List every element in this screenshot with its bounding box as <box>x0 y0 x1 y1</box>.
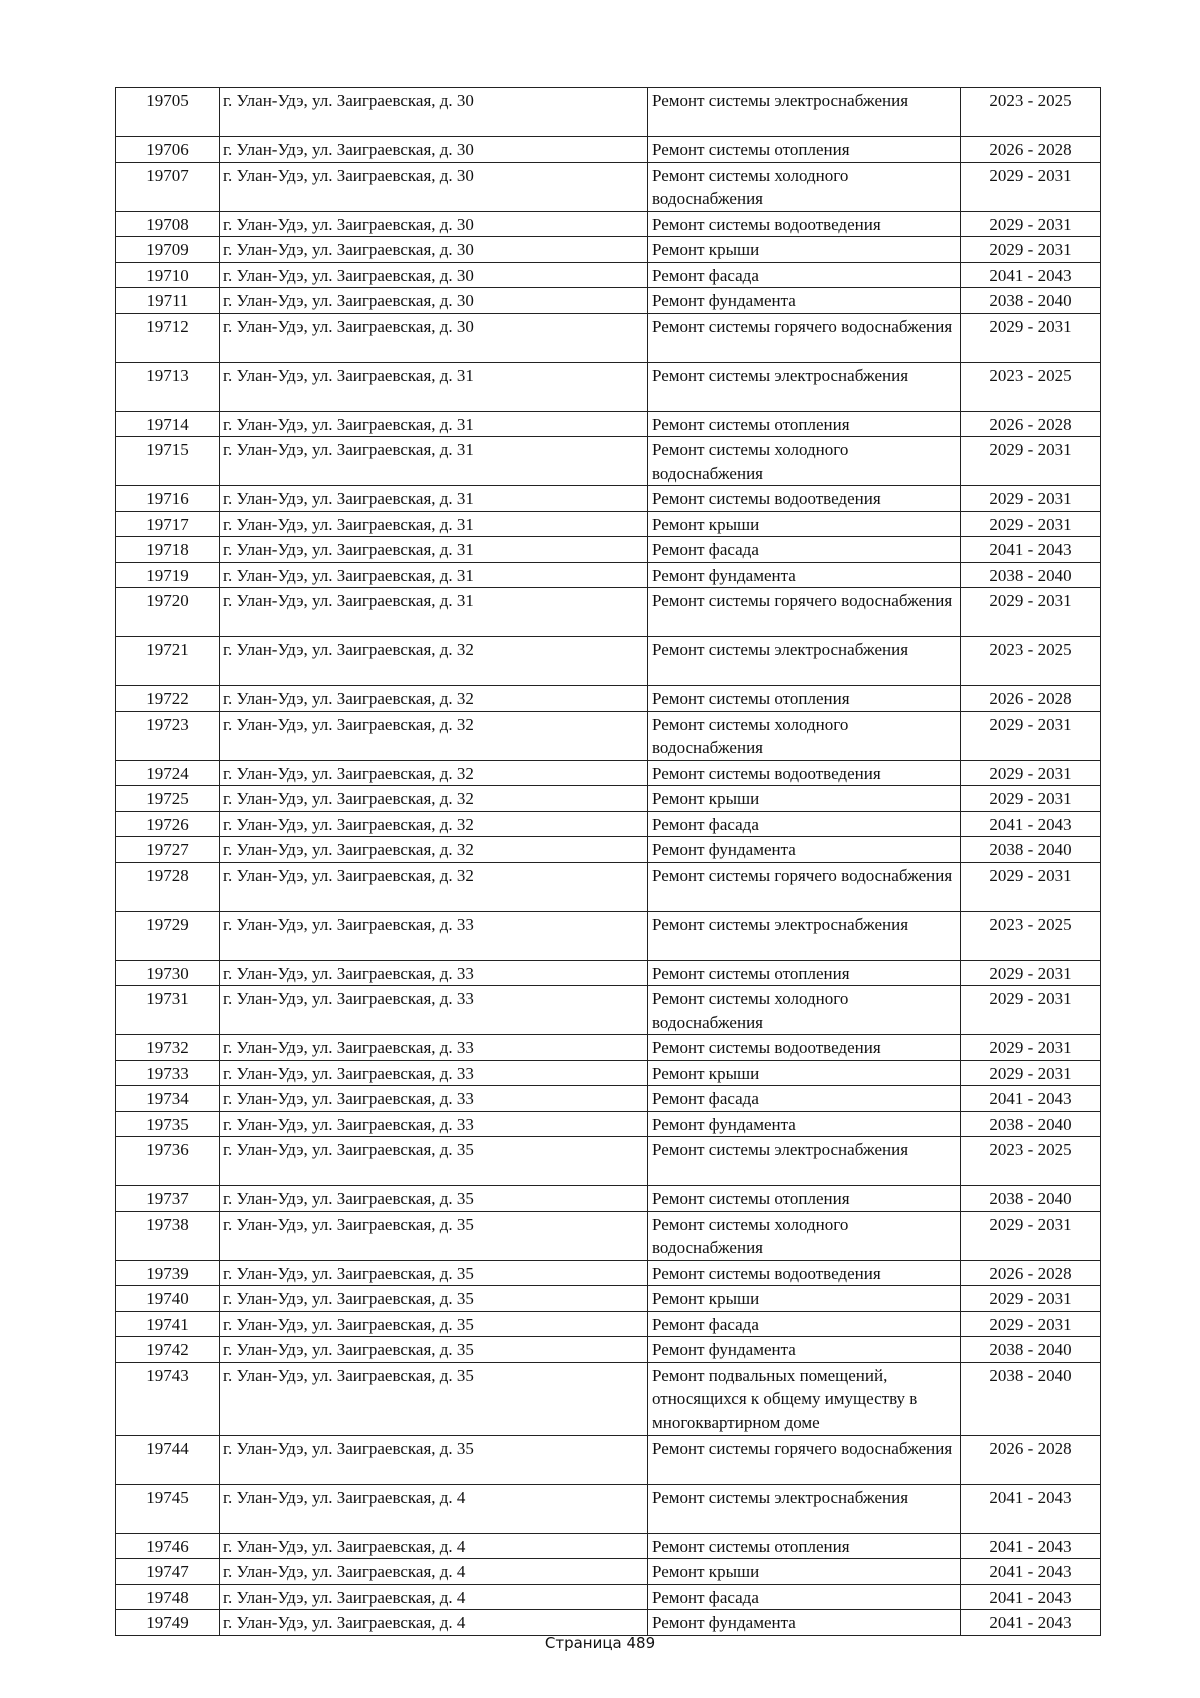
period-cell: 2029 - 2031 <box>961 313 1101 362</box>
period-cell: 2038 - 2040 <box>961 1362 1101 1435</box>
row-number-cell: 19737 <box>116 1186 220 1212</box>
address-cell: г. Улан-Удэ, ул. Заиграевская, д. 4 <box>220 1533 648 1559</box>
period-cell: 2038 - 2040 <box>961 562 1101 588</box>
page-number: Страница 489 <box>544 1634 656 1652</box>
work-type-cell: Ремонт крыши <box>648 786 961 812</box>
row-number-cell: 19724 <box>116 760 220 786</box>
row-number-cell: 19741 <box>116 1311 220 1337</box>
row-number-cell: 19709 <box>116 237 220 263</box>
table-row <box>116 1337 1101 1363</box>
address-cell: г. Улан-Удэ, ул. Заиграевская, д. 30 <box>220 288 648 314</box>
row-number-cell: 19717 <box>116 511 220 537</box>
period-cell: 2038 - 2040 <box>961 837 1101 863</box>
period-cell: 2029 - 2031 <box>961 237 1101 263</box>
period-cell: 2023 - 2025 <box>961 637 1101 686</box>
period-cell: 2041 - 2043 <box>961 1559 1101 1585</box>
row-number-cell: 19740 <box>116 1286 220 1312</box>
table-row <box>116 411 1101 437</box>
row-number-cell: 19746 <box>116 1533 220 1559</box>
work-type-cell: Ремонт системы горячего водоснабжения <box>648 862 961 911</box>
address-cell: г. Улан-Удэ, ул. Заиграевская, д. 33 <box>220 960 648 986</box>
work-type-cell: Ремонт системы холодного водоснабжения <box>648 162 961 211</box>
work-type-cell: Ремонт системы отопления <box>648 686 961 712</box>
table-row <box>116 686 1101 712</box>
work-type-cell: Ремонт системы электроснабжения <box>648 362 961 411</box>
period-cell: 2029 - 2031 <box>961 711 1101 760</box>
table-row <box>116 960 1101 986</box>
address-cell: г. Улан-Удэ, ул. Заиграевская, д. 4 <box>220 1559 648 1585</box>
work-type-cell: Ремонт фасада <box>648 811 961 837</box>
row-number-cell: 19710 <box>116 262 220 288</box>
work-type-cell: Ремонт фасада <box>648 1584 961 1610</box>
row-number-cell: 19739 <box>116 1260 220 1286</box>
work-type-cell: Ремонт крыши <box>648 1559 961 1585</box>
row-number-cell: 19722 <box>116 686 220 712</box>
row-number-cell: 19705 <box>116 88 220 137</box>
work-type-cell: Ремонт системы отопления <box>648 137 961 163</box>
table-row <box>116 837 1101 863</box>
period-cell: 2026 - 2028 <box>961 686 1101 712</box>
address-cell: г. Улан-Удэ, ул. Заиграевская, д. 31 <box>220 362 648 411</box>
period-cell: 2029 - 2031 <box>961 486 1101 512</box>
row-number-cell: 19716 <box>116 486 220 512</box>
period-cell: 2026 - 2028 <box>961 1260 1101 1286</box>
row-number-cell: 19749 <box>116 1610 220 1636</box>
repair-schedule-table <box>115 87 1101 1636</box>
row-number-cell: 19730 <box>116 960 220 986</box>
address-cell: г. Улан-Удэ, ул. Заиграевская, д. 31 <box>220 588 648 637</box>
address-cell: г. Улан-Удэ, ул. Заиграевская, д. 32 <box>220 811 648 837</box>
period-cell: 2029 - 2031 <box>961 986 1101 1035</box>
work-type-cell: Ремонт фундамента <box>648 1111 961 1137</box>
work-type-cell: Ремонт фасада <box>648 537 961 563</box>
address-cell: г. Улан-Удэ, ул. Заиграевская, д. 33 <box>220 911 648 960</box>
work-type-cell: Ремонт системы водоотведения <box>648 760 961 786</box>
period-cell: 2029 - 2031 <box>961 1060 1101 1086</box>
row-number-cell: 19711 <box>116 288 220 314</box>
period-cell: 2038 - 2040 <box>961 1111 1101 1137</box>
period-cell: 2041 - 2043 <box>961 1584 1101 1610</box>
row-number-cell: 19747 <box>116 1559 220 1585</box>
work-type-cell: Ремонт системы электроснабжения <box>648 1137 961 1186</box>
period-cell: 2041 - 2043 <box>961 1533 1101 1559</box>
address-cell: г. Улан-Удэ, ул. Заиграевская, д. 35 <box>220 1311 648 1337</box>
address-cell: г. Улан-Удэ, ул. Заиграевская, д. 35 <box>220 1260 648 1286</box>
table-row <box>116 911 1101 960</box>
row-number-cell: 19725 <box>116 786 220 812</box>
table-row <box>116 760 1101 786</box>
table-row <box>116 88 1101 137</box>
table-row <box>116 137 1101 163</box>
work-type-cell: Ремонт системы холодного водоснабжения <box>648 437 961 486</box>
address-cell: г. Улан-Удэ, ул. Заиграевская, д. 32 <box>220 711 648 760</box>
table-row <box>116 1484 1101 1533</box>
row-number-cell: 19738 <box>116 1211 220 1260</box>
address-cell: г. Улан-Удэ, ул. Заиграевская, д. 35 <box>220 1211 648 1260</box>
row-number-cell: 19731 <box>116 986 220 1035</box>
work-type-cell: Ремонт фундамента <box>648 1610 961 1636</box>
table-row <box>116 1311 1101 1337</box>
row-number-cell: 19715 <box>116 437 220 486</box>
row-number-cell: 19713 <box>116 362 220 411</box>
period-cell: 2029 - 2031 <box>961 1311 1101 1337</box>
period-cell: 2029 - 2031 <box>961 760 1101 786</box>
work-type-cell: Ремонт системы отопления <box>648 1186 961 1212</box>
table-row <box>116 211 1101 237</box>
work-type-cell: Ремонт системы горячего водоснабжения <box>648 1435 961 1484</box>
table-row <box>116 588 1101 637</box>
work-type-cell: Ремонт крыши <box>648 1286 961 1312</box>
address-cell: г. Улан-Удэ, ул. Заиграевская, д. 30 <box>220 262 648 288</box>
table-row <box>116 637 1101 686</box>
work-type-cell: Ремонт фундамента <box>648 837 961 863</box>
address-cell: г. Улан-Удэ, ул. Заиграевская, д. 30 <box>220 162 648 211</box>
address-cell: г. Улан-Удэ, ул. Заиграевская, д. 4 <box>220 1610 648 1636</box>
row-number-cell: 19736 <box>116 1137 220 1186</box>
period-cell: 2041 - 2043 <box>961 537 1101 563</box>
work-type-cell: Ремонт крыши <box>648 1060 961 1086</box>
row-number-cell: 19748 <box>116 1584 220 1610</box>
work-type-cell: Ремонт фасада <box>648 1086 961 1112</box>
table-row <box>116 1533 1101 1559</box>
table-row <box>116 1211 1101 1260</box>
row-number-cell: 19720 <box>116 588 220 637</box>
table-row <box>116 1610 1101 1636</box>
address-cell: г. Улан-Удэ, ул. Заиграевская, д. 31 <box>220 486 648 512</box>
work-type-cell: Ремонт системы электроснабжения <box>648 637 961 686</box>
row-number-cell: 19708 <box>116 211 220 237</box>
period-cell: 2023 - 2025 <box>961 362 1101 411</box>
work-type-cell: Ремонт системы горячего водоснабжения <box>648 588 961 637</box>
row-number-cell: 19727 <box>116 837 220 863</box>
table-row <box>116 1060 1101 1086</box>
work-type-cell: Ремонт системы отопления <box>648 960 961 986</box>
period-cell: 2029 - 2031 <box>961 162 1101 211</box>
work-type-cell: Ремонт крыши <box>648 237 961 263</box>
period-cell: 2029 - 2031 <box>961 511 1101 537</box>
table-row <box>116 537 1101 563</box>
row-number-cell: 19743 <box>116 1362 220 1435</box>
period-cell: 2029 - 2031 <box>961 862 1101 911</box>
address-cell: г. Улан-Удэ, ул. Заиграевская, д. 32 <box>220 862 648 911</box>
work-type-cell: Ремонт системы водоотведения <box>648 211 961 237</box>
table-row <box>116 486 1101 512</box>
row-number-cell: 19734 <box>116 1086 220 1112</box>
row-number-cell: 19721 <box>116 637 220 686</box>
period-cell: 2041 - 2043 <box>961 1086 1101 1112</box>
table-row <box>116 811 1101 837</box>
table-row <box>116 786 1101 812</box>
row-number-cell: 19732 <box>116 1035 220 1061</box>
row-number-cell: 19729 <box>116 911 220 960</box>
address-cell: г. Улан-Удэ, ул. Заиграевская, д. 35 <box>220 1362 648 1435</box>
table-row <box>116 1584 1101 1610</box>
address-cell: г. Улан-Удэ, ул. Заиграевская, д. 32 <box>220 786 648 812</box>
table-row <box>116 1362 1101 1435</box>
period-cell: 2041 - 2043 <box>961 1610 1101 1636</box>
address-cell: г. Улан-Удэ, ул. Заиграевская, д. 35 <box>220 1435 648 1484</box>
table-row <box>116 1186 1101 1212</box>
address-cell: г. Улан-Удэ, ул. Заиграевская, д. 31 <box>220 437 648 486</box>
period-cell: 2038 - 2040 <box>961 288 1101 314</box>
table-row <box>116 862 1101 911</box>
period-cell: 2029 - 2031 <box>961 1286 1101 1312</box>
table-row <box>116 1086 1101 1112</box>
work-type-cell: Ремонт системы водоотведения <box>648 1260 961 1286</box>
period-cell: 2029 - 2031 <box>961 1035 1101 1061</box>
address-cell: г. Улан-Удэ, ул. Заиграевская, д. 31 <box>220 562 648 588</box>
address-cell: г. Улан-Удэ, ул. Заиграевская, д. 31 <box>220 511 648 537</box>
address-cell: г. Улан-Удэ, ул. Заиграевская, д. 33 <box>220 1035 648 1061</box>
work-type-cell: Ремонт системы холодного водоснабжения <box>648 1211 961 1260</box>
row-number-cell: 19733 <box>116 1060 220 1086</box>
work-type-cell: Ремонт системы водоотведения <box>648 1035 961 1061</box>
row-number-cell: 19714 <box>116 411 220 437</box>
work-type-cell: Ремонт системы холодного водоснабжения <box>648 711 961 760</box>
address-cell: г. Улан-Удэ, ул. Заиграевская, д. 32 <box>220 686 648 712</box>
row-number-cell: 19728 <box>116 862 220 911</box>
period-cell: 2029 - 2031 <box>961 786 1101 812</box>
period-cell: 2029 - 2031 <box>961 437 1101 486</box>
table-row <box>116 986 1101 1035</box>
address-cell: г. Улан-Удэ, ул. Заиграевская, д. 33 <box>220 1111 648 1137</box>
address-cell: г. Улан-Удэ, ул. Заиграевская, д. 30 <box>220 137 648 163</box>
address-cell: г. Улан-Удэ, ул. Заиграевская, д. 35 <box>220 1337 648 1363</box>
row-number-cell: 19706 <box>116 137 220 163</box>
table-row <box>116 1435 1101 1484</box>
work-type-cell: Ремонт системы водоотведения <box>648 486 961 512</box>
row-number-cell: 19742 <box>116 1337 220 1363</box>
address-cell: г. Улан-Удэ, ул. Заиграевская, д. 32 <box>220 760 648 786</box>
table-row <box>116 262 1101 288</box>
work-type-cell: Ремонт подвальных помещений, относящихся к общему имуществу в многоквартирном доме <box>648 1362 961 1435</box>
row-number-cell: 19712 <box>116 313 220 362</box>
table-row <box>116 1111 1101 1137</box>
row-number-cell: 19726 <box>116 811 220 837</box>
address-cell: г. Улан-Удэ, ул. Заиграевская, д. 30 <box>220 237 648 263</box>
period-cell: 2026 - 2028 <box>961 137 1101 163</box>
address-cell: г. Улан-Удэ, ул. Заиграевская, д. 35 <box>220 1286 648 1312</box>
work-type-cell: Ремонт системы холодного водоснабжения <box>648 986 961 1035</box>
address-cell: г. Улан-Удэ, ул. Заиграевская, д. 4 <box>220 1584 648 1610</box>
table-row <box>116 162 1101 211</box>
work-type-cell: Ремонт системы электроснабжения <box>648 1484 961 1533</box>
period-cell: 2038 - 2040 <box>961 1186 1101 1212</box>
period-cell: 2038 - 2040 <box>961 1337 1101 1363</box>
row-number-cell: 19719 <box>116 562 220 588</box>
work-type-cell: Ремонт фундамента <box>648 562 961 588</box>
table-row <box>116 437 1101 486</box>
period-cell: 2026 - 2028 <box>961 411 1101 437</box>
row-number-cell: 19735 <box>116 1111 220 1137</box>
repair-schedule-body <box>116 88 1101 1636</box>
table-row <box>116 562 1101 588</box>
period-cell: 2029 - 2031 <box>961 588 1101 637</box>
period-cell: 2041 - 2043 <box>961 262 1101 288</box>
row-number-cell: 19744 <box>116 1435 220 1484</box>
work-type-cell: Ремонт системы электроснабжения <box>648 911 961 960</box>
period-cell: 2026 - 2028 <box>961 1435 1101 1484</box>
address-cell: г. Улан-Удэ, ул. Заиграевская, д. 33 <box>220 1060 648 1086</box>
work-type-cell: Ремонт фундамента <box>648 288 961 314</box>
period-cell: 2029 - 2031 <box>961 211 1101 237</box>
address-cell: г. Улан-Удэ, ул. Заиграевская, д. 30 <box>220 88 648 137</box>
address-cell: г. Улан-Удэ, ул. Заиграевская, д. 33 <box>220 1086 648 1112</box>
table-row <box>116 313 1101 362</box>
table-row <box>116 1559 1101 1585</box>
address-cell: г. Улан-Удэ, ул. Заиграевская, д. 31 <box>220 411 648 437</box>
period-cell: 2023 - 2025 <box>961 88 1101 137</box>
period-cell: 2023 - 2025 <box>961 911 1101 960</box>
table-row <box>116 362 1101 411</box>
row-number-cell: 19745 <box>116 1484 220 1533</box>
address-cell: г. Улан-Удэ, ул. Заиграевская, д. 35 <box>220 1186 648 1212</box>
row-number-cell: 19723 <box>116 711 220 760</box>
address-cell: г. Улан-Удэ, ул. Заиграевская, д. 33 <box>220 986 648 1035</box>
table-row <box>116 711 1101 760</box>
work-type-cell: Ремонт системы отопления <box>648 411 961 437</box>
period-cell: 2029 - 2031 <box>961 1211 1101 1260</box>
address-cell: г. Улан-Удэ, ул. Заиграевская, д. 32 <box>220 837 648 863</box>
table-row <box>116 511 1101 537</box>
address-cell: г. Улан-Удэ, ул. Заиграевская, д. 35 <box>220 1137 648 1186</box>
table-row <box>116 1137 1101 1186</box>
work-type-cell: Ремонт системы горячего водоснабжения <box>648 313 961 362</box>
work-type-cell: Ремонт крыши <box>648 511 961 537</box>
address-cell: г. Улан-Удэ, ул. Заиграевская, д. 30 <box>220 211 648 237</box>
row-number-cell: 19718 <box>116 537 220 563</box>
table-row <box>116 288 1101 314</box>
address-cell: г. Улан-Удэ, ул. Заиграевская, д. 32 <box>220 637 648 686</box>
table-row <box>116 237 1101 263</box>
table-row <box>116 1286 1101 1312</box>
table-row <box>116 1035 1101 1061</box>
work-type-cell: Ремонт фундамента <box>648 1337 961 1363</box>
work-type-cell: Ремонт системы отопления <box>648 1533 961 1559</box>
address-cell: г. Улан-Удэ, ул. Заиграевская, д. 4 <box>220 1484 648 1533</box>
table-row <box>116 1260 1101 1286</box>
work-type-cell: Ремонт системы электроснабжения <box>648 88 961 137</box>
work-type-cell: Ремонт фасада <box>648 1311 961 1337</box>
period-cell: 2041 - 2043 <box>961 811 1101 837</box>
period-cell: 2029 - 2031 <box>961 960 1101 986</box>
period-cell: 2041 - 2043 <box>961 1484 1101 1533</box>
address-cell: г. Улан-Удэ, ул. Заиграевская, д. 31 <box>220 537 648 563</box>
work-type-cell: Ремонт фасада <box>648 262 961 288</box>
address-cell: г. Улан-Удэ, ул. Заиграевская, д. 30 <box>220 313 648 362</box>
row-number-cell: 19707 <box>116 162 220 211</box>
period-cell: 2023 - 2025 <box>961 1137 1101 1186</box>
